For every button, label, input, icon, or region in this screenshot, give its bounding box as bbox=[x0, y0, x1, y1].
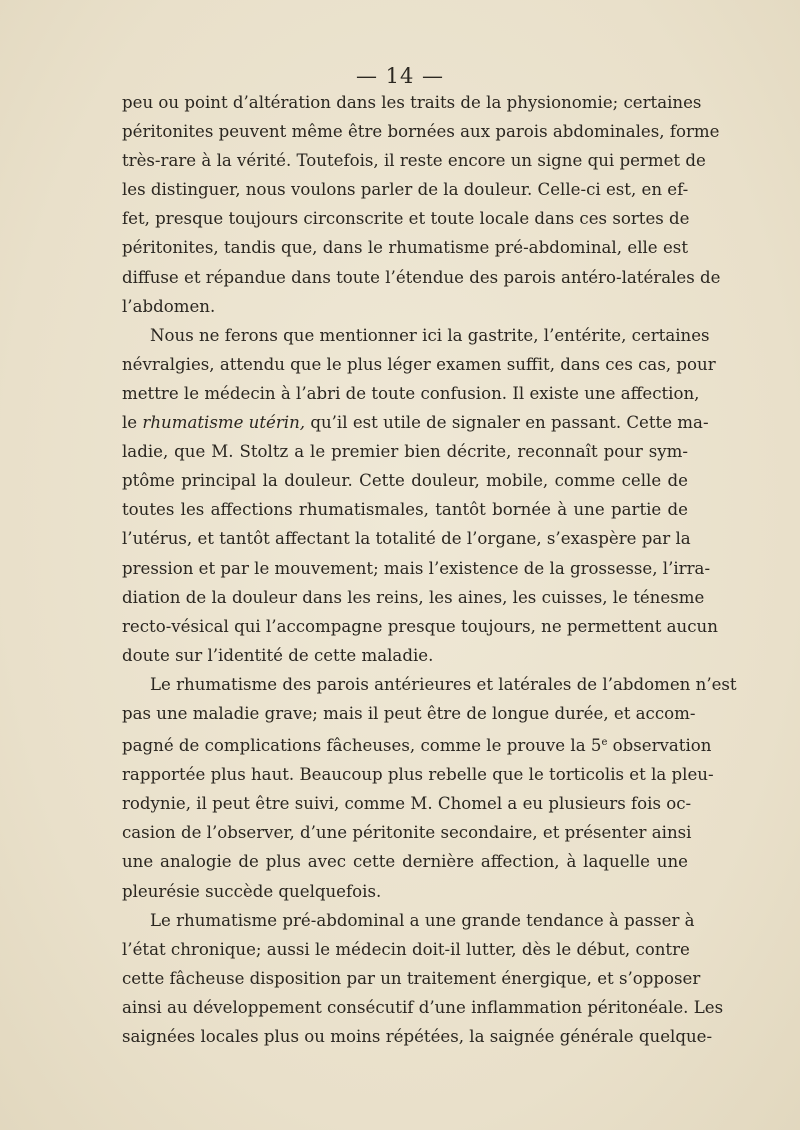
text-line: toutes les affections rhumatismales, tantôt bornée à une partie de bbox=[122, 500, 688, 520]
page-number: — 14 — bbox=[355, 64, 445, 88]
text-line: Le rhumatisme pré-abdominal a une grande tendance à passer à bbox=[150, 910, 695, 930]
paragraph-1 bbox=[122, 88, 721, 321]
text-line: cette fâcheuse disposition par un traitement énergique, et s’opposer bbox=[122, 968, 701, 988]
text-fragment: le bbox=[122, 413, 138, 433]
text-line: péritonites, tandis que, dans le rhumatisme pré-abdominal, elle est bbox=[122, 238, 688, 258]
text-line: l’utérus, et tantôt affectant la totalité de l’organe, s’exaspère par la bbox=[122, 529, 691, 549]
text-line: Le rhumatisme des parois antérieures et latérales de l’abdomen n’est bbox=[150, 674, 737, 694]
text-line: ptôme principal la douleur. Cette douleur, mobile, comme celle de bbox=[122, 471, 688, 491]
text-line: ladie, que M. Stoltz a le premier bien décrite, reconnaît pour sym- bbox=[122, 442, 688, 462]
paragraph-4 bbox=[122, 906, 724, 1051]
text-line: une analogie de plus avec cette dernière affection, à laquelle une bbox=[122, 852, 688, 872]
text-fragment: qu’il est utile de signaler en passant. Cette ma- bbox=[310, 413, 709, 433]
text-fragment: pagné de complications fâcheuses, comme le prouve la 5 bbox=[122, 736, 602, 756]
text-line: fet, presque toujours circonscrite et toute locale dans ces sortes de bbox=[122, 209, 690, 229]
text-line: ainsi au développement consécutif d’une inflammation péritonéale. Les bbox=[122, 997, 724, 1017]
text-line: pleurésie succède quelquefois. bbox=[122, 881, 382, 901]
italic-term: rhumatisme utérin, bbox=[142, 413, 306, 433]
text-line: très-rare à la vérité. Toutefois, il reste encore un signe qui permet de bbox=[122, 151, 706, 171]
text-line: névralgies, attendu que le plus léger examen suffit, dans ces cas, pour bbox=[122, 354, 716, 374]
text-line: pression et par le mouvement; mais l’existence de la grossesse, l’irra- bbox=[122, 558, 711, 578]
text-line-mixed bbox=[122, 728, 712, 760]
text-fragment: observation bbox=[612, 736, 712, 756]
text-line: saignées locales plus ou moins répétées, la saignée générale quelque- bbox=[122, 1027, 713, 1046]
text-line: pas une maladie grave; mais il peut être de longue durée, et accom- bbox=[122, 703, 696, 723]
text-line: Nous ne ferons que mentionner ici la gastrite, l’entérite, certaines bbox=[150, 325, 710, 345]
superscript: e bbox=[601, 737, 608, 749]
text-line: recto-vésical qui l’accompagne presque toujours, ne permettent aucun bbox=[122, 616, 718, 636]
text-line: l’état chronique; aussi le médecin doit-il lutter, dès le début, contre bbox=[122, 939, 690, 959]
text-line-mixed bbox=[122, 408, 709, 437]
text-line: diation de la douleur dans les reins, les aines, les cuisses, le ténesme bbox=[122, 587, 705, 607]
paragraph-2 bbox=[122, 321, 718, 670]
text-line: l’abdomen. bbox=[122, 296, 216, 316]
text-line: rodynie, il peut être suivi, comme M. Chomel a eu plusieurs fois oc- bbox=[122, 794, 692, 814]
paragraph-3 bbox=[122, 670, 737, 906]
text-line: les distinguer, nous voulons parler de la douleur. Celle-ci est, en ef- bbox=[122, 180, 689, 200]
text-line: péritonites peuvent même être bornées aux parois abdominales, forme bbox=[122, 122, 720, 142]
text-line: mettre le médecin à l’abri de toute confusion. Il existe une affection, bbox=[122, 383, 700, 403]
text-line: peu ou point d’altération dans les traits de la physionomie; certaines bbox=[122, 93, 702, 112]
text-line: rapportée plus haut. Beaucoup plus rebelle que le torticolis et la pleu- bbox=[122, 765, 714, 785]
text-line: casion de l’observer, d’une péritonite secondaire, et présenter ainsi bbox=[122, 823, 692, 843]
body-text bbox=[122, 88, 737, 1051]
text-line: doute sur l’identité de cette maladie. bbox=[122, 645, 434, 665]
text-line: diffuse et répandue dans toute l’étendue des parois antéro-latérales de bbox=[122, 267, 721, 287]
